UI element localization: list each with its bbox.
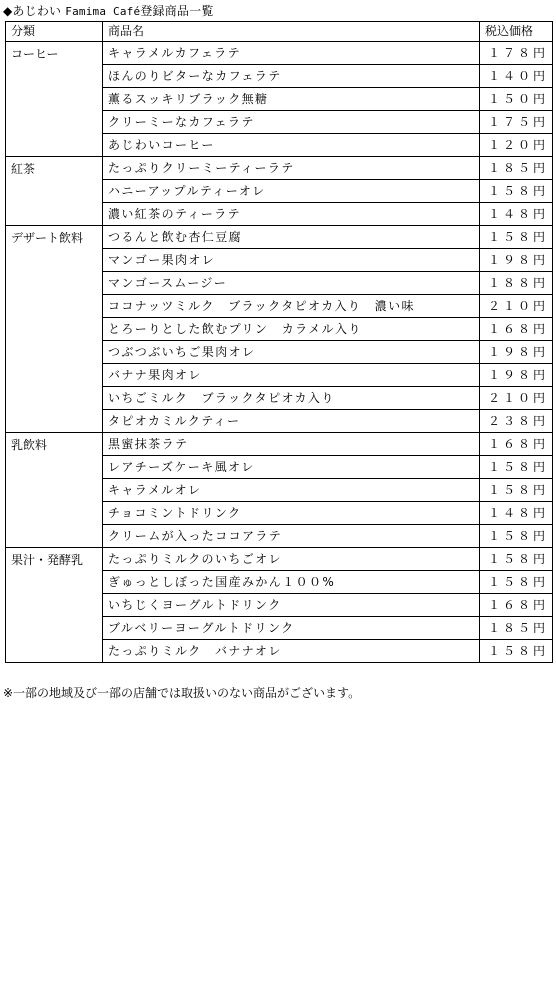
price-cell: １８５円 (480, 617, 553, 640)
table-row (6, 548, 553, 571)
title-suffix: 登録商品一覧 (140, 4, 214, 18)
product-name-cell: チョコミントドリンク (103, 502, 480, 525)
price-cell: １５８円 (480, 525, 553, 548)
title-prefix: ◆あじわい (3, 4, 62, 18)
price-cell: １５８円 (480, 479, 553, 502)
price-cell: １９８円 (480, 249, 553, 272)
category-cell: 紅茶 (6, 157, 103, 226)
price-cell: １９８円 (480, 341, 553, 364)
header-price: 税込価格 (480, 22, 553, 42)
price-cell: １４８円 (480, 502, 553, 525)
footnote: ※一部の地域及び一部の店舗では取扱いのない商品がございます。 (3, 686, 361, 700)
category-cell: 乳飲料 (6, 433, 103, 548)
header-product: 商品名 (103, 22, 480, 42)
price-cell: １５８円 (480, 456, 553, 479)
price-cell: １６８円 (480, 318, 553, 341)
page-title (3, 3, 214, 20)
price-cell: １６８円 (480, 433, 553, 456)
price-cell: １５０円 (480, 88, 553, 111)
product-name-cell: 薫るスッキリブラック無糖 (103, 88, 480, 111)
table-row (6, 42, 553, 65)
price-cell: １５８円 (480, 180, 553, 203)
product-name-cell: いちごミルク ブラックタピオカ入り (103, 387, 480, 410)
product-name-cell: たっぷりクリーミーティーラテ (103, 157, 480, 180)
product-name-cell: つるんと飲む杏仁豆腐 (103, 226, 480, 249)
product-name-cell: 濃い紅茶のティーラテ (103, 203, 480, 226)
price-cell: １８８円 (480, 272, 553, 295)
product-name-cell: ココナッツミルク ブラックタピオカ入り 濃い味 (103, 295, 480, 318)
product-name-cell: 黒蜜抹茶ラテ (103, 433, 480, 456)
header-category: 分類 (6, 22, 103, 42)
price-cell: １４０円 (480, 65, 553, 88)
product-name-cell: あじわいコーヒー (103, 134, 480, 157)
product-name-cell: マンゴースムージー (103, 272, 480, 295)
product-name-cell: キャラメルオレ (103, 479, 480, 502)
price-cell: ２１０円 (480, 295, 553, 318)
price-cell: １８５円 (480, 157, 553, 180)
product-name-cell: クリームが入ったココアラテ (103, 525, 480, 548)
price-cell: １５８円 (480, 226, 553, 249)
table-header-row (6, 22, 553, 42)
product-name-cell: たっぷりミルク バナナオレ (103, 640, 480, 663)
product-name-cell: ぎゅっとしぼった国産みかん１００% (103, 571, 480, 594)
table-body (6, 42, 553, 663)
category-cell: 果汁・発酵乳 (6, 548, 103, 663)
product-name-cell: とろーりとした飲むプリン カラメル入り (103, 318, 480, 341)
price-cell: １７５円 (480, 111, 553, 134)
product-name-cell: たっぷりミルクのいちごオレ (103, 548, 480, 571)
product-name-cell: クリーミーなカフェラテ (103, 111, 480, 134)
table-row (6, 157, 553, 180)
product-name-cell: ハニーアップルティーオレ (103, 180, 480, 203)
price-cell: １２０円 (480, 134, 553, 157)
price-cell: １４８円 (480, 203, 553, 226)
price-cell: １５８円 (480, 548, 553, 571)
price-cell: １９８円 (480, 364, 553, 387)
product-name-cell: バナナ果肉オレ (103, 364, 480, 387)
product-name-cell: ブルベリーヨーグルトドリンク (103, 617, 480, 640)
price-cell: １５８円 (480, 640, 553, 663)
price-cell: １５８円 (480, 571, 553, 594)
product-name-cell: マンゴー果肉オレ (103, 249, 480, 272)
price-cell: ２１０円 (480, 387, 553, 410)
category-cell: デザート飲料 (6, 226, 103, 433)
product-name-cell: タピオカミルクティー (103, 410, 480, 433)
table-row (6, 226, 553, 249)
price-cell: １６８円 (480, 594, 553, 617)
product-name-cell: いちじくヨーグルトドリンク (103, 594, 480, 617)
product-name-cell: ほんのりビターなカフェラテ (103, 65, 480, 88)
product-name-cell: レアチーズケーキ風オレ (103, 456, 480, 479)
product-table (5, 21, 553, 663)
title-brand: Famima Café (65, 5, 141, 18)
category-cell: コーヒー (6, 42, 103, 157)
product-name-cell: つぶつぶいちご果肉オレ (103, 341, 480, 364)
table-row (6, 433, 553, 456)
price-cell: ２３８円 (480, 410, 553, 433)
price-cell: １７８円 (480, 42, 553, 65)
product-name-cell: キャラメルカフェラテ (103, 42, 480, 65)
